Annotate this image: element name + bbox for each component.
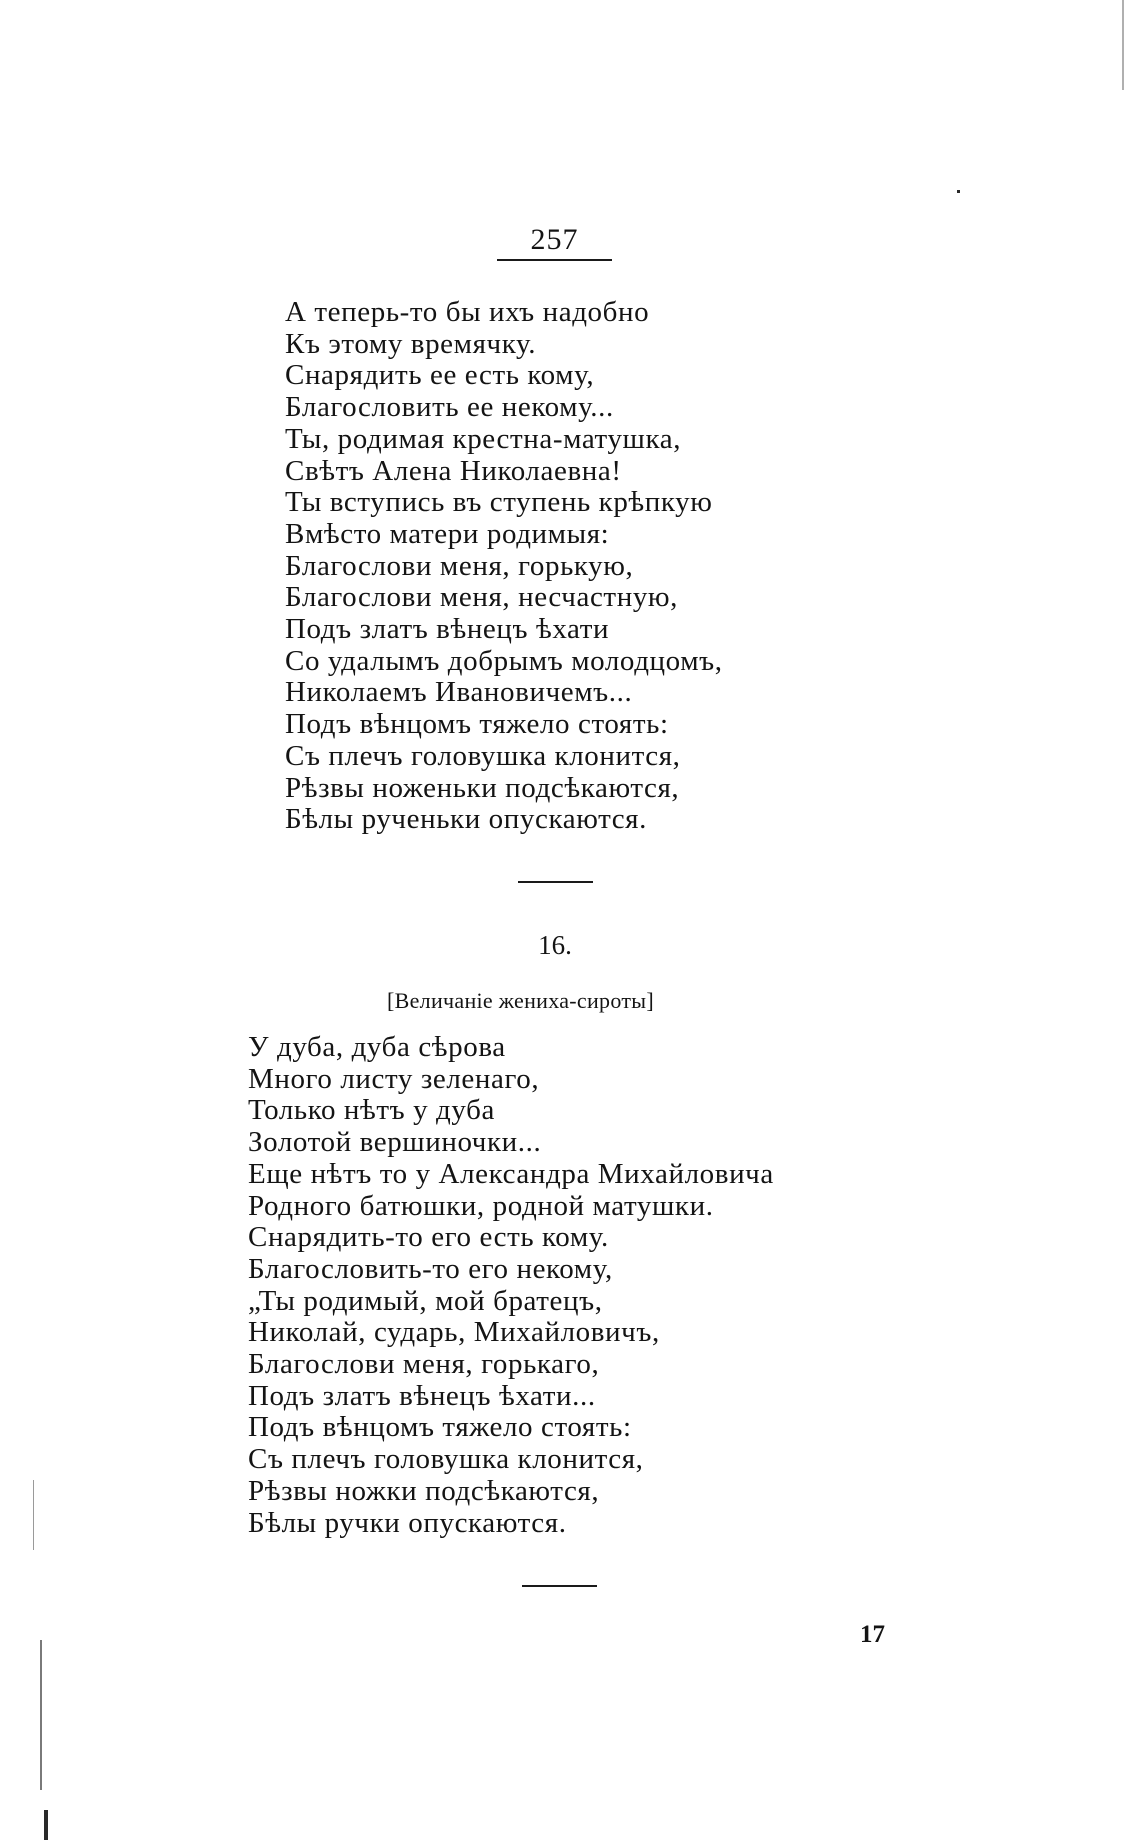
poem-verse-16 bbox=[248, 1032, 774, 1539]
verse-line: У дуба, дуба сѣрова bbox=[248, 1031, 506, 1063]
page-number: 257 bbox=[530, 223, 579, 256]
verse-line: Много листу зеленаго, bbox=[248, 1062, 540, 1095]
verse-line: Снарядить-то его есть кому. bbox=[248, 1221, 609, 1254]
verse-line: Еще нѣтъ то у Александра Михайловича bbox=[248, 1157, 774, 1190]
verse-line: Подъ вѣнцомъ тяжело стоять: bbox=[285, 708, 669, 741]
verse-line: Рѣзвы ножки подсѣкаются, bbox=[248, 1474, 600, 1507]
section-divider bbox=[518, 881, 593, 883]
verse-line: Благословить-то его некому, bbox=[248, 1252, 613, 1285]
section-number: 16. bbox=[538, 930, 572, 960]
verse-line: Родного батюшки, родной матушки. bbox=[248, 1189, 714, 1222]
verse-line: Благослови меня, горькую, bbox=[285, 549, 634, 582]
verse-line: Благослови меня, несчастную, bbox=[285, 581, 679, 614]
verse-line: Вмѣсто матери родимыя: bbox=[285, 517, 610, 550]
verse-line: Свѣтъ Алена Николаевна! bbox=[285, 454, 622, 487]
poem-verse-continued bbox=[285, 297, 723, 836]
verse-line: Съ плечъ головушка клонится, bbox=[285, 739, 681, 772]
verse-line: Бѣлы рученьки опускаются. bbox=[285, 803, 647, 836]
verse-line: Съ плечъ головушка клонится, bbox=[248, 1443, 644, 1476]
verse-line: Снарядить ее есть кому, bbox=[285, 359, 595, 392]
scan-edge-mark bbox=[33, 1480, 34, 1550]
verse-line: А теперь-то бы ихъ надобно bbox=[285, 296, 650, 328]
verse-line: Со удалымъ добрымъ молодцомъ, bbox=[285, 644, 723, 677]
verse-line: Николаемъ Ивановичемъ... bbox=[285, 676, 633, 709]
section-heading: [Величаніе жениха-сироты] bbox=[387, 988, 654, 1013]
verse-line: Золотой вершиночки... bbox=[248, 1126, 542, 1159]
scan-edge-mark bbox=[40, 1640, 42, 1790]
verse-line: Бѣлы ручки опускаются. bbox=[248, 1506, 567, 1539]
verse-line: Подъ златъ вѣнецъ ѣхати bbox=[285, 613, 610, 646]
verse-line: Къ этому времячку. bbox=[285, 327, 537, 360]
verse-line: Подъ вѣнцомъ тяжело стоять: bbox=[248, 1411, 632, 1444]
page-number-underline bbox=[497, 259, 612, 261]
verse-line: Только нѣтъ у дуба bbox=[248, 1094, 495, 1127]
verse-line: Ты, родимая крестна-матушка, bbox=[285, 422, 682, 455]
verse-line: Подъ златъ вѣнецъ ѣхати... bbox=[248, 1379, 596, 1412]
verse-line: „Ты родимый, мой братецъ, bbox=[248, 1284, 603, 1317]
section-divider bbox=[522, 1585, 597, 1587]
scan-edge-mark bbox=[1122, 0, 1124, 90]
verse-line: Рѣзвы ноженьки подсѣкаются, bbox=[285, 771, 680, 804]
verse-line: Благословить ее некому... bbox=[285, 391, 614, 424]
printer-signature-mark: 17 bbox=[860, 1621, 885, 1648]
verse-line: Благослови меня, горькаго, bbox=[248, 1348, 600, 1381]
verse-line: Николай, сударь, Михайловичъ, bbox=[248, 1316, 660, 1349]
verse-line: Ты вступись въ ступень крѣпкую bbox=[285, 486, 713, 519]
scan-edge-mark bbox=[957, 190, 960, 193]
scan-edge-mark bbox=[44, 1810, 48, 1840]
